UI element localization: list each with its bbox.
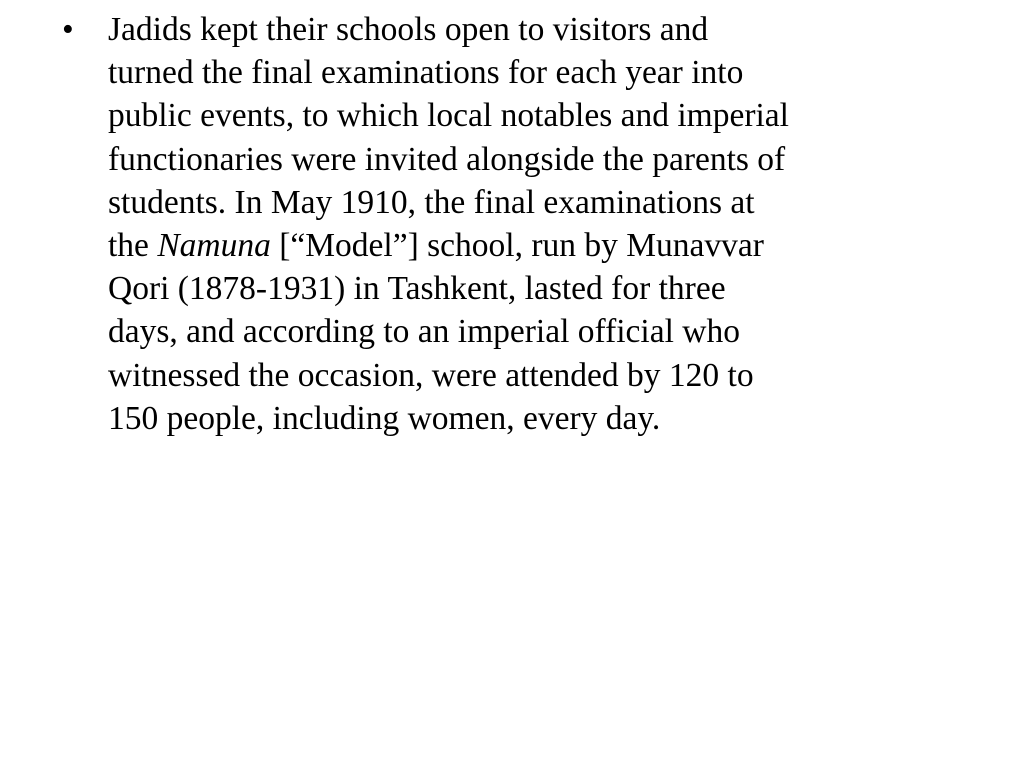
text-line: days, and according to an imperial official who [108,313,740,351]
text-line [108,224,960,267]
italic-school-name: Namuna [157,227,271,265]
text-line: functionaries were invited alongside the parents of [108,140,786,178]
text-line: Qori (1878-1931) in Tashkent, lasted for three [108,270,726,308]
bullet-list [60,8,960,440]
text-line: public events, to which local notables and imperial [108,97,789,135]
text-line: 150 people, including women, every day. [108,399,661,437]
text-segment: [“Model”] school, run by Munavvar [270,227,764,265]
text-segment: the [108,227,158,265]
text-line: turned the final examinations for each year into [108,54,744,92]
text-line: Jadids kept their schools open to visitors and [108,11,709,48]
text-line: witnessed the occasion, were attended by 120 to [108,356,754,394]
bullet-marker: • [62,11,74,48]
bullet-item [60,8,960,440]
text-line: students. In May 1910, the final examinations at [108,183,755,221]
